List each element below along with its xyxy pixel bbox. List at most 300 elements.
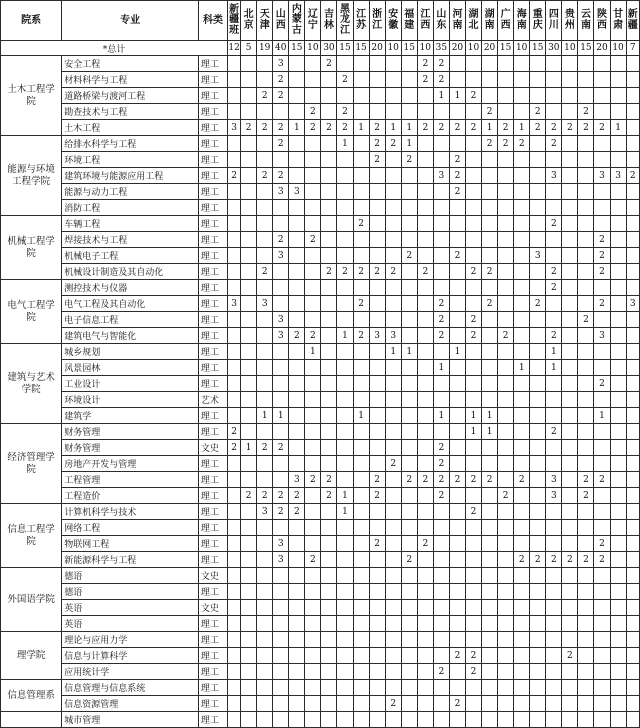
- quota-value: [626, 392, 639, 408]
- total-value: 10: [385, 41, 401, 56]
- major-name: 建筑电气与智能化: [62, 328, 199, 344]
- quota-value: 2: [465, 664, 481, 680]
- quota-value: [465, 712, 481, 728]
- quota-value: [514, 232, 530, 248]
- major-name: 网络工程: [62, 520, 199, 536]
- quota-value: [228, 232, 241, 248]
- quota-value: [385, 504, 401, 520]
- quota-value: [228, 456, 241, 472]
- quota-value: [610, 248, 626, 264]
- quota-value: [289, 392, 305, 408]
- quota-value: [289, 456, 305, 472]
- quota-value: 2: [337, 72, 353, 88]
- quota-value: [417, 424, 433, 440]
- quota-value: [385, 680, 401, 696]
- quota-value: [417, 584, 433, 600]
- quota-value: [257, 568, 273, 584]
- quota-value: [353, 392, 369, 408]
- quota-value: 2: [514, 552, 530, 568]
- quota-value: [401, 280, 417, 296]
- quota-value: [321, 424, 337, 440]
- quota-value: [228, 264, 241, 280]
- quota-value: [465, 696, 481, 712]
- quota-value: 2: [417, 472, 433, 488]
- quota-value: [321, 312, 337, 328]
- quota-value: [385, 392, 401, 408]
- quota-value: [465, 584, 481, 600]
- quota-value: [228, 616, 241, 632]
- quota-value: [626, 696, 639, 712]
- quota-value: [273, 216, 289, 232]
- quota-value: [289, 552, 305, 568]
- subject-category: 文史: [198, 440, 227, 456]
- quota-value: [578, 360, 594, 376]
- quota-value: [626, 648, 639, 664]
- quota-value: [257, 712, 273, 728]
- quota-value: 2: [449, 248, 465, 264]
- quota-value: [401, 296, 417, 312]
- quota-value: [401, 168, 417, 184]
- quota-value: [465, 200, 481, 216]
- quota-value: [610, 136, 626, 152]
- quota-value: [562, 184, 578, 200]
- quota-value: 2: [273, 504, 289, 520]
- quota-value: [417, 600, 433, 616]
- quota-value: [321, 328, 337, 344]
- quota-value: [594, 200, 610, 216]
- quota-value: [337, 632, 353, 648]
- quota-value: [546, 712, 562, 728]
- quota-value: 2: [433, 440, 449, 456]
- major-name: 材料科学与工程: [62, 72, 199, 88]
- quota-value: [417, 312, 433, 328]
- major-name: 道路桥梁与渡河工程: [62, 88, 199, 104]
- quota-value: 2: [321, 264, 337, 280]
- quota-value: [626, 232, 639, 248]
- quota-value: [353, 648, 369, 664]
- quota-value: 2: [369, 488, 385, 504]
- quota-value: [482, 520, 498, 536]
- quota-value: [546, 584, 562, 600]
- subject-category: 理工: [198, 248, 227, 264]
- quota-value: 2: [449, 184, 465, 200]
- quota-value: [273, 152, 289, 168]
- major-name: 信息与计算科学: [62, 648, 199, 664]
- quota-value: [610, 424, 626, 440]
- quota-value: [417, 488, 433, 504]
- quota-value: [594, 152, 610, 168]
- major-name: 机械电子工程: [62, 248, 199, 264]
- quota-value: 2: [546, 424, 562, 440]
- quota-value: 2: [594, 232, 610, 248]
- total-value: 5: [241, 41, 257, 56]
- quota-value: 2: [228, 440, 241, 456]
- quota-value: [305, 568, 321, 584]
- quota-value: [321, 296, 337, 312]
- province-name: 山东: [436, 9, 447, 31]
- quota-value: [369, 584, 385, 600]
- quota-value: [321, 568, 337, 584]
- quota-value: [546, 408, 562, 424]
- major-name: 财务管理: [62, 440, 199, 456]
- quota-value: [433, 104, 449, 120]
- quota-value: [482, 712, 498, 728]
- quota-value: [578, 216, 594, 232]
- quota-value: [257, 200, 273, 216]
- quota-value: 3: [228, 120, 241, 136]
- major-name: 信息资源管理: [62, 696, 199, 712]
- quota-value: [273, 104, 289, 120]
- quota-value: [353, 536, 369, 552]
- province-column-header: [401, 1, 417, 41]
- quota-value: [530, 216, 546, 232]
- total-value: 20: [449, 41, 465, 56]
- quota-value: [417, 248, 433, 264]
- quota-value: [305, 280, 321, 296]
- quota-value: [449, 264, 465, 280]
- quota-value: [228, 376, 241, 392]
- quota-value: [482, 680, 498, 696]
- quota-value: [321, 552, 337, 568]
- quota-value: [401, 504, 417, 520]
- quota-value: [289, 376, 305, 392]
- quota-value: [562, 88, 578, 104]
- quota-value: [289, 312, 305, 328]
- quota-value: [417, 360, 433, 376]
- table-row: [1, 408, 640, 424]
- province-name: 甘肃: [613, 9, 624, 31]
- quota-value: [546, 600, 562, 616]
- quota-value: [321, 216, 337, 232]
- quota-value: [228, 184, 241, 200]
- quota-value: [578, 712, 594, 728]
- quota-value: 2: [273, 72, 289, 88]
- quota-value: 2: [578, 120, 594, 136]
- quota-value: [228, 248, 241, 264]
- quota-value: [257, 232, 273, 248]
- quota-value: [546, 664, 562, 680]
- province-column-header: [433, 1, 449, 41]
- quota-value: [369, 648, 385, 664]
- quota-value: [562, 696, 578, 712]
- table-row: [1, 88, 640, 104]
- quota-value: [626, 264, 639, 280]
- quota-value: [433, 552, 449, 568]
- subject-category: 文史: [198, 600, 227, 616]
- quota-value: [498, 680, 514, 696]
- quota-value: [241, 184, 257, 200]
- quota-value: [498, 264, 514, 280]
- quota-value: [546, 72, 562, 88]
- quota-value: [417, 696, 433, 712]
- quota-value: [369, 56, 385, 72]
- quota-value: [514, 504, 530, 520]
- quota-value: [610, 56, 626, 72]
- quota-value: [562, 392, 578, 408]
- quota-value: [385, 232, 401, 248]
- total-value: 15: [289, 41, 305, 56]
- quota-value: 2: [369, 472, 385, 488]
- quota-value: [257, 56, 273, 72]
- quota-value: 1: [449, 88, 465, 104]
- quota-value: [578, 680, 594, 696]
- quota-value: [626, 472, 639, 488]
- quota-value: [228, 504, 241, 520]
- quota-value: [530, 312, 546, 328]
- quota-value: 2: [257, 168, 273, 184]
- quota-value: [562, 472, 578, 488]
- quota-value: 3: [273, 552, 289, 568]
- quota-value: [417, 616, 433, 632]
- quota-value: [321, 408, 337, 424]
- quota-value: [626, 568, 639, 584]
- quota-value: [353, 248, 369, 264]
- quota-value: [385, 552, 401, 568]
- quota-value: 1: [449, 344, 465, 360]
- quota-value: 2: [228, 424, 241, 440]
- quota-value: 2: [465, 328, 481, 344]
- subject-category: 理工: [198, 360, 227, 376]
- quota-value: [546, 568, 562, 584]
- quota-value: [433, 584, 449, 600]
- department-name: 土木工程学院: [1, 56, 62, 136]
- province-column-header: [546, 1, 562, 41]
- quota-value: [514, 216, 530, 232]
- quota-value: 2: [449, 152, 465, 168]
- quota-value: [498, 712, 514, 728]
- quota-value: 1: [594, 408, 610, 424]
- quota-value: 3: [433, 168, 449, 184]
- quota-value: [578, 168, 594, 184]
- subject-category: 理工: [198, 552, 227, 568]
- quota-value: 2: [546, 328, 562, 344]
- department-name: 理学院: [1, 632, 62, 680]
- quota-value: [498, 568, 514, 584]
- quota-value: [273, 664, 289, 680]
- quota-value: 2: [257, 88, 273, 104]
- quota-value: [369, 296, 385, 312]
- quota-value: 1: [514, 360, 530, 376]
- quota-value: [305, 216, 321, 232]
- quota-value: 1: [353, 120, 369, 136]
- quota-value: [305, 648, 321, 664]
- quota-value: [241, 632, 257, 648]
- quota-value: [465, 488, 481, 504]
- quota-value: [241, 584, 257, 600]
- quota-value: [257, 616, 273, 632]
- province-column-header: [610, 1, 626, 41]
- quota-value: [289, 104, 305, 120]
- quota-value: [626, 408, 639, 424]
- quota-value: [530, 280, 546, 296]
- quota-value: 2: [594, 472, 610, 488]
- quota-value: [546, 392, 562, 408]
- major-name: 德语: [62, 584, 199, 600]
- subject-category: 理工: [198, 56, 227, 72]
- quota-value: 2: [498, 328, 514, 344]
- quota-value: [594, 696, 610, 712]
- quota-value: [562, 616, 578, 632]
- quota-value: [578, 232, 594, 248]
- quota-value: [514, 600, 530, 616]
- province-name: 福建: [404, 9, 415, 31]
- quota-value: 2: [546, 264, 562, 280]
- quota-value: [578, 248, 594, 264]
- quota-value: 2: [546, 280, 562, 296]
- quota-value: [337, 232, 353, 248]
- major-name: 城乡规划: [62, 344, 199, 360]
- quota-value: 2: [514, 136, 530, 152]
- quota-value: [289, 696, 305, 712]
- quota-value: [610, 712, 626, 728]
- quota-value: 2: [562, 648, 578, 664]
- quota-value: [337, 56, 353, 72]
- quota-value: [433, 520, 449, 536]
- quota-value: [241, 344, 257, 360]
- quota-value: [514, 376, 530, 392]
- quota-value: [241, 648, 257, 664]
- quota-value: 3: [369, 328, 385, 344]
- quota-value: [257, 360, 273, 376]
- quota-value: [546, 536, 562, 552]
- quota-value: [353, 712, 369, 728]
- quota-value: [417, 136, 433, 152]
- quota-value: [241, 568, 257, 584]
- quota-value: 2: [289, 328, 305, 344]
- quota-value: [228, 216, 241, 232]
- quota-value: [594, 360, 610, 376]
- quota-value: [562, 360, 578, 376]
- quota-value: [417, 712, 433, 728]
- total-value: 19: [257, 41, 273, 56]
- quota-value: [273, 264, 289, 280]
- quota-value: [578, 424, 594, 440]
- quota-value: 2: [498, 120, 514, 136]
- quota-value: [337, 392, 353, 408]
- quota-value: [401, 184, 417, 200]
- quota-value: [530, 56, 546, 72]
- quota-value: [353, 168, 369, 184]
- quota-value: 1: [337, 136, 353, 152]
- quota-value: [401, 424, 417, 440]
- subject-category: 理工: [198, 120, 227, 136]
- quota-value: [369, 440, 385, 456]
- quota-value: [353, 664, 369, 680]
- quota-value: 2: [385, 264, 401, 280]
- total-value: 20: [594, 41, 610, 56]
- quota-value: [465, 568, 481, 584]
- quota-value: [514, 280, 530, 296]
- quota-value: [594, 488, 610, 504]
- major-name: 房地产开发与管理: [62, 456, 199, 472]
- subject-category: 理工: [198, 680, 227, 696]
- quota-value: [257, 280, 273, 296]
- quota-value: 3: [594, 328, 610, 344]
- quota-value: [417, 456, 433, 472]
- quota-value: [433, 280, 449, 296]
- quota-value: 2: [465, 120, 481, 136]
- quota-value: [449, 600, 465, 616]
- subject-category: 理工: [198, 216, 227, 232]
- major-name: 焊接技术与工程: [62, 232, 199, 248]
- major-name: 勘查技术与工程: [62, 104, 199, 120]
- quota-value: [417, 568, 433, 584]
- quota-value: [369, 344, 385, 360]
- total-value: 15: [401, 41, 417, 56]
- table-row: [1, 552, 640, 568]
- table-row: [1, 168, 640, 184]
- subject-category: 理工: [198, 632, 227, 648]
- quota-value: [289, 136, 305, 152]
- quota-value: [626, 104, 639, 120]
- quota-value: [257, 72, 273, 88]
- quota-value: [337, 520, 353, 536]
- province-column-header: [626, 1, 639, 41]
- quota-value: [228, 568, 241, 584]
- quota-value: [498, 536, 514, 552]
- quota-value: [385, 104, 401, 120]
- quota-value: 1: [305, 344, 321, 360]
- quota-value: [433, 648, 449, 664]
- quota-value: [626, 504, 639, 520]
- quota-value: [610, 520, 626, 536]
- quota-value: [257, 632, 273, 648]
- subject-category: 理工: [198, 72, 227, 88]
- quota-value: [321, 152, 337, 168]
- dept-column-header: 院系: [1, 1, 62, 41]
- quota-value: [562, 600, 578, 616]
- quota-value: [369, 520, 385, 536]
- quota-value: [337, 440, 353, 456]
- department-name: [1, 712, 62, 728]
- province-name: 湖北: [468, 9, 479, 31]
- quota-value: [465, 440, 481, 456]
- quota-value: 2: [594, 296, 610, 312]
- quota-value: [626, 88, 639, 104]
- major-name: 财务管理: [62, 424, 199, 440]
- table-row: [1, 568, 640, 584]
- province-column-header: [369, 1, 385, 41]
- quota-value: [385, 616, 401, 632]
- quota-value: [257, 424, 273, 440]
- quota-value: [482, 664, 498, 680]
- quota-value: [241, 104, 257, 120]
- quota-value: [449, 552, 465, 568]
- quota-value: [514, 712, 530, 728]
- subject-category: 理工: [198, 136, 227, 152]
- quota-value: [594, 648, 610, 664]
- quota-value: [594, 280, 610, 296]
- quota-value: [241, 312, 257, 328]
- quota-value: [578, 584, 594, 600]
- quota-value: [305, 520, 321, 536]
- quota-value: [610, 504, 626, 520]
- major-name: 信息管理与信息系统: [62, 680, 199, 696]
- province-name: 吉林: [323, 9, 334, 31]
- quota-value: [385, 248, 401, 264]
- quota-value: [562, 504, 578, 520]
- quota-value: [482, 440, 498, 456]
- quota-value: [498, 232, 514, 248]
- quota-value: [594, 616, 610, 632]
- quota-value: [353, 88, 369, 104]
- quota-value: [610, 488, 626, 504]
- quota-value: [241, 248, 257, 264]
- quota-value: [321, 520, 337, 536]
- major-name: 建筑环境与能源应用工程: [62, 168, 199, 184]
- quota-value: 2: [465, 504, 481, 520]
- quota-value: [417, 376, 433, 392]
